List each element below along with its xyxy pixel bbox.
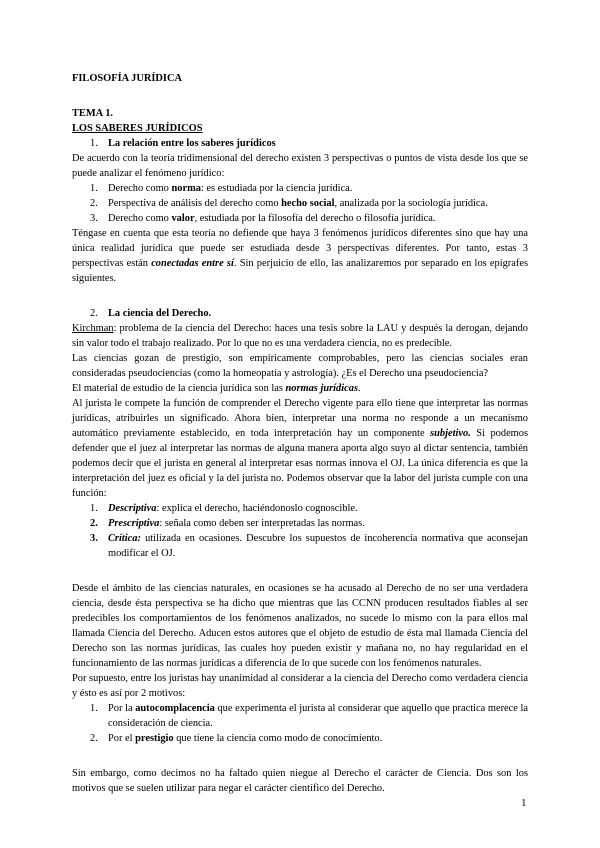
list-item: 1. Por la autocomplacencia que experimenta el jurista al considerar que aquello que practica merece la consideración de ciencia. [90, 703, 528, 729]
section-1-paragraph: Téngase en cuenta que esta teoría no defiende que haya 3 fenómenos jurídicos diferentes sino que hay una única realidad jurídica que puede ser estudiada desde 3 perspectivas diferentes. Por tanto, estas 3 perspectivas están conectadas entre sí. Sin perjuicio de ello, las analizaremos por separado en los epígrafes siguientes. [72, 228, 528, 284]
list-item: 3. Derecho como valor, estudiada por la filosofía del derecho o filosofía jurídica. [90, 213, 436, 224]
section-2-number: 2. [90, 308, 98, 319]
unanimity-paragraph: Por supuesto, entre los juristas hay unanimidad al considerar a la ciencia del Derecho como verdadera ciencia y ésto es así por 2 motivos: [72, 673, 528, 699]
natural-sciences-paragraph: Desde el ámbito de las ciencias naturales, en ocasiones se ha acusado al Derecho de no ser una verdadera ciencia, desde ésta perspectiva se ha dicho que mientras que las CCNN producen resultados fiables al ser predecibles los comportamientos de los fenómenos analizados, no sucede lo mismo con la para ellos mal llamada Ciencia del Derecho. Aducen estos autores que el objeto de estudio de ésta mal llamada Ciencia del Derecho son las normas jurídicas, las cuales hoy pueden existir y mañana no, no hay regularidad en el funcionamiento de las normas jurídicas a diferencia de lo que sucede con los fenómenos naturales. [72, 583, 528, 669]
kirchman-paragraph: Kirchman: problema de la ciencia del Derecho: haces una tesis sobre la LAU y después la derogan, dejando sin valor todo el trabajo realizado. Por lo que no es una verdadera ciencia, no es predecible. [72, 323, 528, 349]
jurist-paragraph: Al jurista le compete la función de comprender el Derecho vigente para ello tiene que interpretar las normas jurídicas, atribuirles un significado. Ahora bien, interpretar una norma no responde a un mecanismo automático previamente establecido, en toda interpretación hay un componente subjetivo. Si podemos defender que el juez al interpretar las normas de alguna manera aporta algo suyo al dictar sentencia, también podemos decir que el jurista en general al interpretar esas normas innova el OJ. La única diferencia es que la interpretación del juez es oficial y la del jurista no. Podemos observar que la labor del jurista cumple con una función: [72, 398, 528, 499]
list-item: 3. Crítica: utilizada en ocasiones. Descubre los supuestos de incoherencia normativa que aconsejan modificar el OJ. [90, 533, 528, 559]
motives-list [72, 701, 528, 746]
tema-number: TEMA 1. [72, 108, 113, 119]
closing-paragraph: Sin embargo, como decimos no ha faltado quien niegue al Derecho el carácter de Ciencia. Dos son los motivos que se suelen utilizar para negar el carácter científico del Derecho. [72, 768, 528, 794]
list-item: 1. Descriptiva: explica el derecho, haciéndonoslo cognoscible. [90, 503, 358, 514]
list-item: 1. Derecho como norma: es estudiada por la ciencia jurídica. [90, 183, 353, 194]
section-1-intro: De acuerdo con la teoría tridimensional del derecho existen 3 perspectivas o puntos de vista desde los que se puede analizar el fenómeno jurídico: [72, 153, 528, 179]
document-title: FILOSOFÍA JURÍDICA [72, 73, 182, 84]
section-1-heading [72, 136, 528, 151]
section-1-title: La relación entre los saberes jurídicos [108, 138, 276, 149]
section-1-number: 1. [90, 138, 98, 149]
section-2-title: La ciencia del Derecho. [108, 308, 212, 319]
perspectives-list [72, 181, 528, 226]
functions-list [72, 501, 528, 561]
list-item: 2. Por el prestigio que tiene la ciencia como modo de conocimiento. [90, 733, 383, 744]
prestige-paragraph: Las ciencias gozan de prestigio, son empíricamente comprobables, pero las ciencias sociales eran consideradas pseudociencias (como la homeopatía y astrología). ¿Es el Derecho una pseudociencia? [72, 353, 528, 379]
tema-subtitle: LOS SABERES JURÍDICOS [72, 123, 203, 134]
kirchman-name: Kirchman [72, 323, 114, 334]
section-2-heading [72, 306, 528, 321]
list-item: 2. Prescriptiva: señala como deben ser interpretadas las normas. [90, 518, 365, 529]
page-number: 1 [521, 797, 527, 809]
list-item: 2. Perspectiva de análisis del derecho como hecho social, analizada por la sociología jurídica. [90, 198, 488, 209]
page-content [72, 71, 528, 796]
material-paragraph: El material de estudio de la ciencia jurídica son las normas jurídicas. [72, 383, 361, 394]
